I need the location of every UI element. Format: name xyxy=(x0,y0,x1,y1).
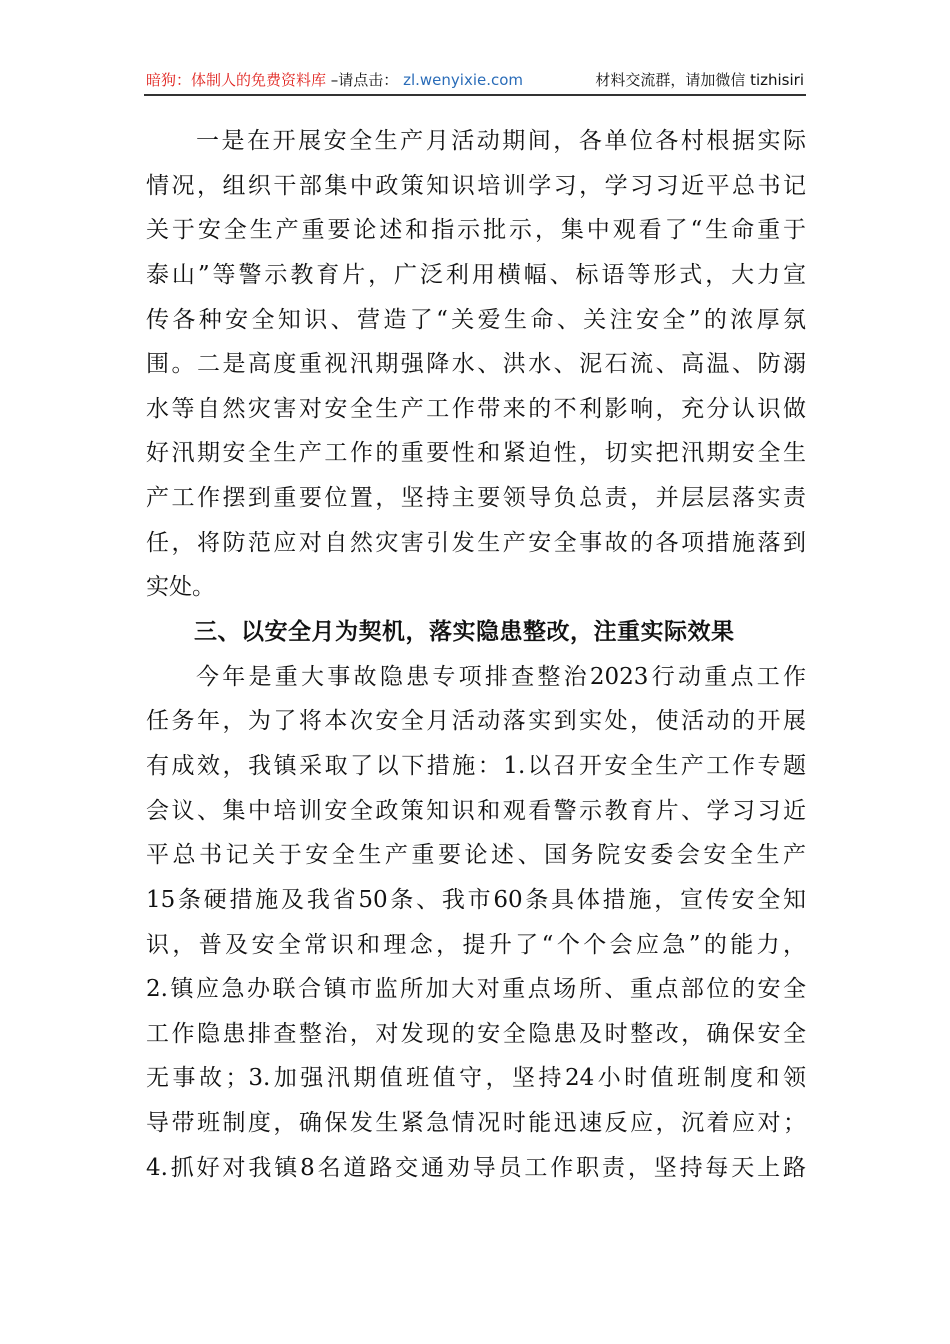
text-line: 4.抓好对我镇8名道路交通劝导员工作职责，坚持每天上路 xyxy=(146,1154,806,1181)
text-line: 情况，组织干部集中政策知识培训学习，学习习近平总书记 xyxy=(146,172,806,199)
document-body xyxy=(146,119,806,1190)
text-line: 一是在开展安全生产月活动期间，各单位各村根据实际 xyxy=(196,128,806,154)
header-divider xyxy=(144,94,806,96)
text-line: 实处。 xyxy=(146,574,215,601)
text-line: 好汛期安全生产工作的重要性和紧迫性，切实把汛期安全生 xyxy=(146,440,806,467)
text-line: 任务年，为了将本次安全月活动落实到实处，使活动的开展 xyxy=(146,708,806,735)
header-contact: 材料交流群，请加微信 tizhisiri xyxy=(595,71,804,89)
text-line: 关于安全生产重要论述和指示批示，集中观看了“生命重于 xyxy=(146,217,806,244)
header-link[interactable]: zl.wenyixie.com xyxy=(403,71,524,89)
page-header xyxy=(146,68,806,92)
text-line: 会议、集中培训安全政策知识和观看警示教育片、学习习近 xyxy=(146,797,806,824)
text-line: 平总书记关于安全生产重要论述、国务院安委会安全生产 xyxy=(146,842,806,869)
header-brand: 暗狗：体制人的免费资料库 xyxy=(146,71,327,89)
text-line: 水等自然灾害对安全生产工作带来的不利影响，充分认识做 xyxy=(146,395,806,422)
text-line: 15条硬措施及我省50条、我市60条具体措施，宣传安全知 xyxy=(146,886,806,913)
text-line: 有成效，我镇采取了以下措施：1.以召开安全生产工作专题 xyxy=(146,752,806,779)
paragraph-1 xyxy=(146,119,806,610)
text-line: 识，普及安全常识和理念，提升了“个个会应急”的能力， xyxy=(146,931,806,958)
section-heading: 三、以安全月为契机，落实隐患整改，注重实际效果 xyxy=(194,619,735,646)
paragraph-2 xyxy=(146,655,806,1191)
text-line: 产工作摆到重要位置，坚持主要领导负总责，并层层落实责 xyxy=(146,485,806,512)
text-line: 2.镇应急办联合镇市监所加大对重点场所、重点部位的安全 xyxy=(146,976,806,1003)
text-line: 导带班制度，确保发生紧急情况时能迅速反应，沉着应对； xyxy=(146,1110,806,1137)
text-line: 任，将防范应对自然灾害引发生产安全事故的各项措施落到 xyxy=(146,529,806,556)
text-line: 泰山”等警示教育片，广泛利用横幅、标语等形式，大力宣 xyxy=(146,261,806,288)
text-line: 工作隐患排查整治，对发现的安全隐患及时整改，确保安全 xyxy=(146,1020,806,1047)
text-line: 今年是重大事故隐患专项排查整治2023行动重点工作 xyxy=(196,663,806,690)
text-line: 围。二是高度重视汛期强降水、洪水、泥石流、高温、防溺 xyxy=(146,351,806,378)
header-prompt: –请点击： xyxy=(330,71,399,89)
text-line: 传各种安全知识、营造了“关爱生命、关注安全”的浓厚氛 xyxy=(146,306,806,333)
text-line: 无事故；3.加强汛期值班值守，坚持24小时值班制度和领 xyxy=(146,1065,806,1092)
